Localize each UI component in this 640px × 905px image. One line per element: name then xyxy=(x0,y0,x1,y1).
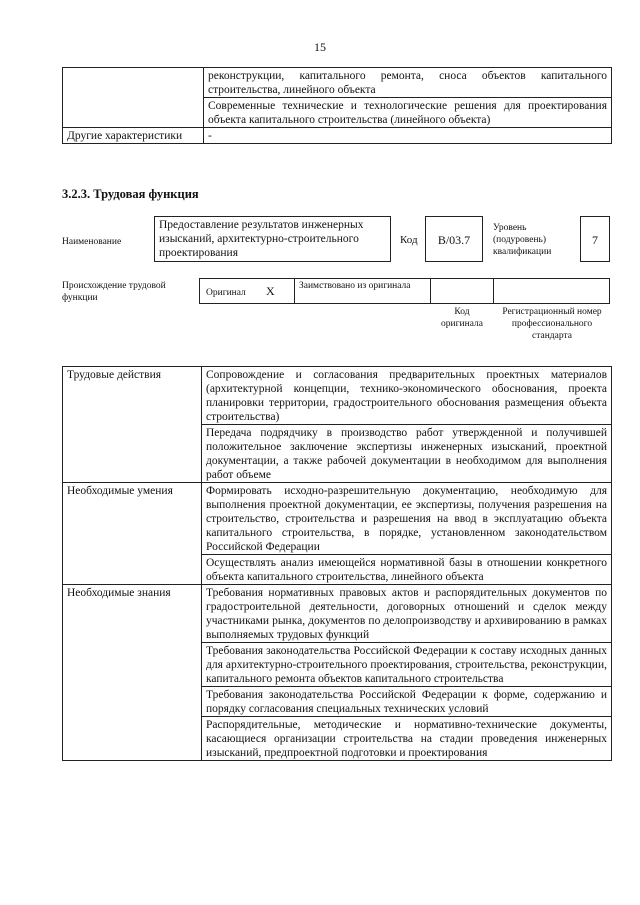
row-text: Современные технические и технологические решения для проектирования объекта капитального строительства (линейного объекта) xyxy=(204,98,612,128)
continuation-table xyxy=(62,67,612,144)
group-item: Требования законодательства Российской Федерации к составу исходных данных для архитектурно-строительного проектирования, строительства, реконструкции, капитального ремонта объектов капитального строительства xyxy=(202,643,612,687)
name-label: Наименование xyxy=(62,237,122,247)
group-item: Требования нормативных правовых актов и распорядительных документов по градостроительной деятельности, договорных отношений и сделок между участниками рынка, документов по делопроизводству и архивированию в рамках выполняемых трудовых функций xyxy=(202,585,612,643)
function-name-box xyxy=(154,216,391,262)
function-name: Предоставление результатов инженерных изысканий, архитектурно-строительного проектирования xyxy=(159,219,364,259)
reg-number-box xyxy=(493,278,610,304)
group-item: Требования законодательства Российской Федерации к форме, содержанию и порядку согласования специальных технических условий xyxy=(202,687,612,717)
row-text: - xyxy=(204,128,612,144)
level-label: Уровень (подуровень) квалификации xyxy=(493,223,552,257)
group-item: Формировать исходно-разрешительную документацию, необходимую для выполнения проектной документации, ее экспертизы, получения разрешения на строительство, строительства и разрешения на ввод в эксплуатацию объекта капитального строительства, в порядке, установленном законодательством Российской Федерации xyxy=(202,483,612,555)
row-label xyxy=(63,68,204,128)
group-item: Сопровождение и согласования предварительных проектных материалов (архитектурной концепции, технико-экономического обоснования, проекта планировки территории, градостроительного обоснования размещения объекта строительства) xyxy=(202,367,612,425)
code-caption: Код оригинала xyxy=(441,307,483,329)
origin-code-box xyxy=(430,278,494,304)
function-details-table xyxy=(62,366,612,761)
original-mark: X xyxy=(266,284,275,298)
group-item: Распорядительные, методические и нормативно-технические документы, касающиеся организации строительства на стадии проведения инженерных изысканий, предпроектной подготовки и проектирования xyxy=(202,717,612,761)
group-item: Передача подрядчику в производство работ утвержденной и получившей положительное заключение экспертизы инженерных изысканий, проектной документации, а также рабочей документации в необходимом для выполнения работ объеме xyxy=(202,425,612,483)
group-item: Осуществлять анализ имеющейся нормативной базы в отношении конкретного объекта капитального строительства, линейного объекта xyxy=(202,555,612,585)
borrowed-box xyxy=(294,278,431,304)
table-row xyxy=(63,128,612,144)
level-value: 7 xyxy=(592,233,598,247)
reg-caption: Регистрационный номер профессионального стандарта xyxy=(502,307,602,341)
table-row xyxy=(63,483,612,555)
row-text: реконструкции, капитального ремонта, сноса объектов капитального строительства, линейного объекта xyxy=(204,68,612,98)
code-label: Код xyxy=(400,234,418,246)
table-row xyxy=(63,585,612,643)
group-label: Необходимые знания xyxy=(63,585,202,761)
page-number: 15 xyxy=(314,40,326,54)
function-code: B/03.7 xyxy=(437,233,471,247)
borrowed-label: Заимствовано из оригинала xyxy=(299,281,411,291)
row-label: Другие характеристики xyxy=(63,128,204,144)
original-box xyxy=(199,278,295,304)
table-row xyxy=(63,68,612,98)
group-label: Необходимые умения xyxy=(63,483,202,585)
level-box xyxy=(580,216,610,262)
code-box xyxy=(425,216,483,262)
original-label: Оригинал xyxy=(206,288,246,298)
group-label: Трудовые действия xyxy=(63,367,202,483)
table-row xyxy=(63,367,612,425)
origin-label: Происхождение трудовой функции xyxy=(62,281,166,303)
section-title: 3.2.3. Трудовая функция xyxy=(62,187,199,201)
